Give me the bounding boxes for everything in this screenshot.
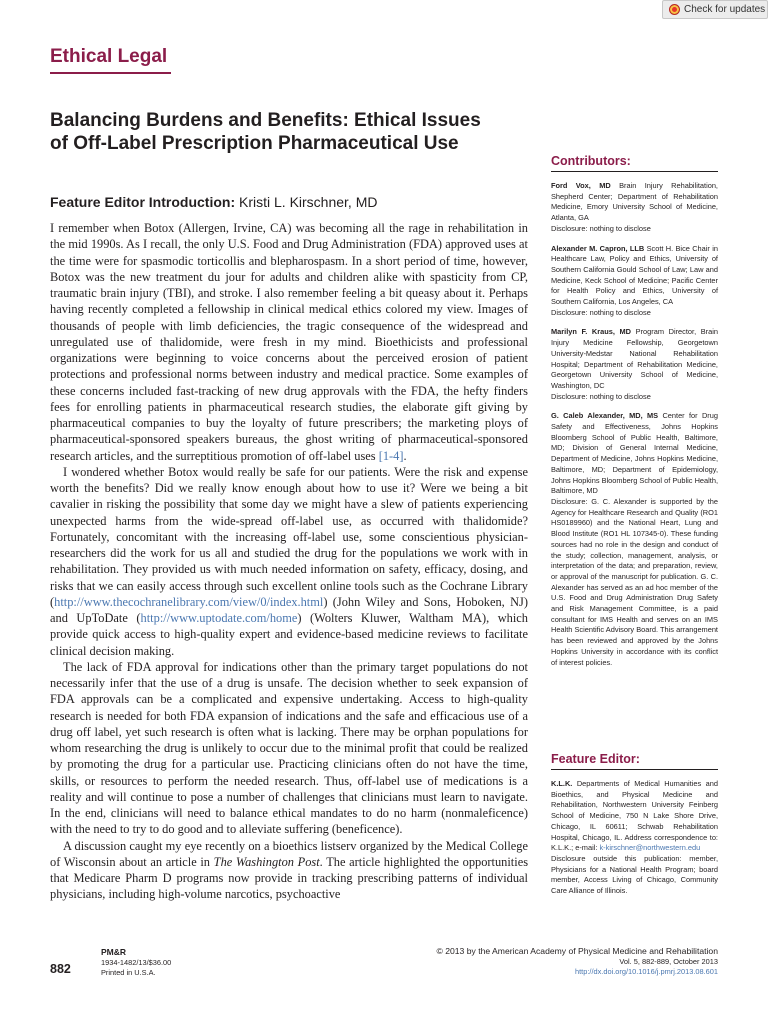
feature-editor-entry <box>551 779 718 897</box>
feature-editor-details: Departments of Medical Humanities and Bioethics, and Physical Medicine and Rehabilitation, Northwestern University Feinberg School of Medicine, 750 N Lake Shore Drive, Chicago, IL 60611; Schwab Rehabilitation Hospital, Chicago, IL. Address correspondence to: K.L.K.; e-mail: <box>551 779 718 853</box>
volume-info: Vol. 5, 882-889, October 2013 <box>619 956 718 966</box>
feature-intro-name: Kristi L. Kirschner, MD <box>239 194 378 210</box>
paragraph-text: . The article highlighted the opportunities that Medicare Pharm D programs now provide in tracking prescribing patterns of individual physicians, including high-volume narcotics, psychoactive <box>50 854 529 902</box>
contributor-disclosure: Disclosure: nothing to disclose <box>551 307 651 317</box>
contributor-name: G. Caleb Alexander, MD, MS <box>551 411 659 421</box>
contributor-details: Brain Injury Rehabilitation, Shepherd Center; Department of Rehabilitation Medicine, Emory University School of Medicine, Atlanta, GA <box>551 181 718 223</box>
journal-name: PM&R <box>101 947 127 957</box>
contributor-details: Scott H. Bice Chair in Healthcare Law, Policy and Ethics, University of Southern California Gould School of Law; Law and Medicine, Keck School of Medicine; Pacific Center for Health Policy and Ethics, University of Southern California, Los Angeles, CA <box>551 243 718 307</box>
contributor-name: Marilyn F. Kraus, MD <box>551 327 631 337</box>
contributor-entry <box>551 411 718 668</box>
contributor-name: Alexander M. Capron, LLB <box>551 243 645 253</box>
printed-in: Printed in U.S.A. <box>101 968 156 978</box>
cochrane-url-link[interactable]: http://www.thecochranelibrary.com/view/0/index.html <box>54 594 324 609</box>
contributor-entry <box>551 181 718 235</box>
article-title: Balancing Burdens and Benefits: Ethical Issues of Off-Label Prescription Pharmaceutical Use <box>50 110 481 154</box>
newspaper-title: The Washington Post <box>213 854 320 869</box>
feature-editor-disclosure: Disclosure outside this publication: member, Physicians for a National Health Program; board member, Access Living of Chicago, Community Care Alliance of Illinois. <box>551 853 718 896</box>
feature-editor-sidebar <box>551 752 718 897</box>
email-link[interactable]: k-kirschner@northwestern.edu <box>599 843 701 853</box>
check-for-updates-button[interactable] <box>662 0 768 19</box>
contributor-disclosure: Disclosure: G. C. Alexander is supported by the Agency for Healthcare Research and Quality (RO1 HS0189960) and the National Heart, Lung and Blood Institute (RO1 HL 107345-0). These funding sources had no role in the design and conduct of the study; collection, management, analysis, or interpretation of the data; and preparation, review, or approval of the manuscript for publication. G. C. Alexander has served as an ad hoc member of the U.S. Food and Drug Administration Drug Safety and Risk Management Committee, is a paid consultant for IMS Health and serves on an IMS Health Scientific Advisory Board. This arrangement has been reviewed and approved by the Johns Hopkins University in accordance with its conflict of interest policies. <box>551 496 718 667</box>
paragraph-text: . <box>403 448 407 463</box>
body-paragraph <box>50 220 528 464</box>
feature-intro <box>50 194 530 210</box>
body-paragraph <box>50 838 528 903</box>
page-number: 882 <box>50 962 71 976</box>
contributor-name: Ford Vox, MD <box>551 181 611 190</box>
feature-intro-label: Feature Editor Introduction: <box>50 194 236 210</box>
citation-link[interactable]: [1-4] <box>378 448 404 463</box>
footer-publication-info <box>437 946 719 978</box>
body-paragraph <box>50 464 528 659</box>
contributor-disclosure: Disclosure: nothing to disclose <box>551 391 651 401</box>
section-heading: Ethical Legal <box>50 46 168 67</box>
contributors-sidebar <box>551 154 718 668</box>
copyright: © 2013 by the American Academy of Physical Medicine and Rehabilitation <box>436 946 718 956</box>
body-paragraph: The lack of FDA approval for indications other than the primary target populations do not necessarily infer that the use of a drug is unsafe. The decision whether to seek expansion of FDA approvals can be a complicated and expensive undertaking. Access to high-quality research is needed for both FDA expansion of indications and the safe and efficacious use of a drug off label, yet such research is often what is lacking. There may be orphan populations for whom researching the drug is unlikely to occur due to the minimal profit that could be realized by promoting the drug for a particular use. Practicing clinicians often do not have the time, skills, or resources to perform the needed research. Thus, off-label use of medications is a reality and will continue to pose a number of challenges that clinicians must learn to navigate. In the end, clinicians will need to balance ethical mandates to do no harm (nonmaleficence) with the need to try to do good and to alleviate suffering (beneficence). <box>50 659 528 837</box>
issn: 1934-1482/13/$36.00 <box>101 957 172 967</box>
footer-journal-info <box>101 947 171 979</box>
uptodate-url-link[interactable]: http://www.uptodate.com/home <box>140 611 298 625</box>
paragraph-text: I remember when Botox (Allergen, Irvine, CA) was becoming all the rage in rehabilitation in the mid 1990s. As I recall, the only U.S. Food and Drug Administration (FDA) approved uses at the time were for spasmodic torticollis and blepharospasm. In a short period of time, however, Botox was the new treatment du jour for adults and children alike with spasticity from CP, traumatic brain injury (TBI), and stroke. I also remember feeling a bit queasy about it. Perhaps having recently completed a fellowship in clinical medical ethics colored my view. Images of thousands of people with limb deficiencies, the tragic consequence of the widespread and unregulated use of thalidomide, were fresh in my mind. Bioethicists and professional organizations were beginning to voice concerns about the perceived erosion of patient protections and professional norms between industry and medical practice. Some examples of these concerns included fast-tracking of new drug approvals with the FDA, the hefty finders fees for enrolling patients in pharmaceutical research studies, the elaborate gift giving by pharmaceutical companies to buy the loyalty of future prescribers; the marketing ploys of pharmaceutical-sponsored speakers bureaus, the ghost writing of pharmaceutical-sponsored research articles, and the surreptitious promotion of off-label uses <box>50 221 528 463</box>
contributor-entry <box>551 244 718 319</box>
paragraph-text: ) (John Wiley and Sons, Hoboken, NJ) and UpToDate ( <box>50 594 528 625</box>
crossmark-icon <box>669 4 680 15</box>
feature-editor-heading: Feature Editor: <box>551 752 718 770</box>
paragraph-text: A discussion caught my eye recently on a bioethics listserv organized by the Medical College of Wisconsin about an article in <box>50 838 528 869</box>
doi-link[interactable]: http://dx.doi.org/10.1016/j.pmrj.2013.08.601 <box>575 967 718 977</box>
contributor-disclosure: Disclosure: nothing to disclose <box>551 223 651 233</box>
paragraph-text: ) (Wolters Kluwer, Waltham MA), which provide quick access to high-quality expert and evidence-based medicine reviews to facilitate clinical decision making. <box>50 611 528 658</box>
paragraph-text: I wondered whether Botox would really be safe for our patients. Were the risk and expense worth the benefits? Did we really know enough about how to use it? Were we being a bit cavalier in risking the possibility that some day we might have a slew of patients experiencing unexpected harms from the wide-spread off-label use, as occurred with thalidomide? Fortunately, concomitant with the increasing off-label use, some conscientious physician-researchers did the work for us all and studied the drug for the populations we work with in rehabilitation. They provided us with much needed information on safety, efficacy, dosing, and risks that we can easily access through such excellent online tools such as the Cochrane Library ( <box>50 464 528 609</box>
contributor-details: Center for Drug Safety and Effectiveness, Johns Hopkins Bloomberg School of Public Health, Baltimore, MD; Division of General Internal Medicine, Department of Medicine, Johns Hopkins Medicine, Baltimore, MD; Department of Epidemiology, Johns Hopkins Bloomberg School of Public Health, Baltimore, MD <box>551 411 718 496</box>
contributor-details: Program Director, Brain Injury Medicine Fellowship, Georgetown University-Medstar National Rehabilitation Hospital; Department of Rehabilitation Medicine, Georgetown University School of Medicine, Washington, DC <box>551 327 719 390</box>
contributors-heading: Contributors: <box>551 154 718 172</box>
article-body <box>50 220 528 903</box>
contributor-entry <box>551 327 718 402</box>
check-for-updates-label: Check for updates <box>684 4 766 15</box>
section-rule <box>50 72 171 74</box>
feature-editor-name: K.L.K. <box>551 779 573 788</box>
